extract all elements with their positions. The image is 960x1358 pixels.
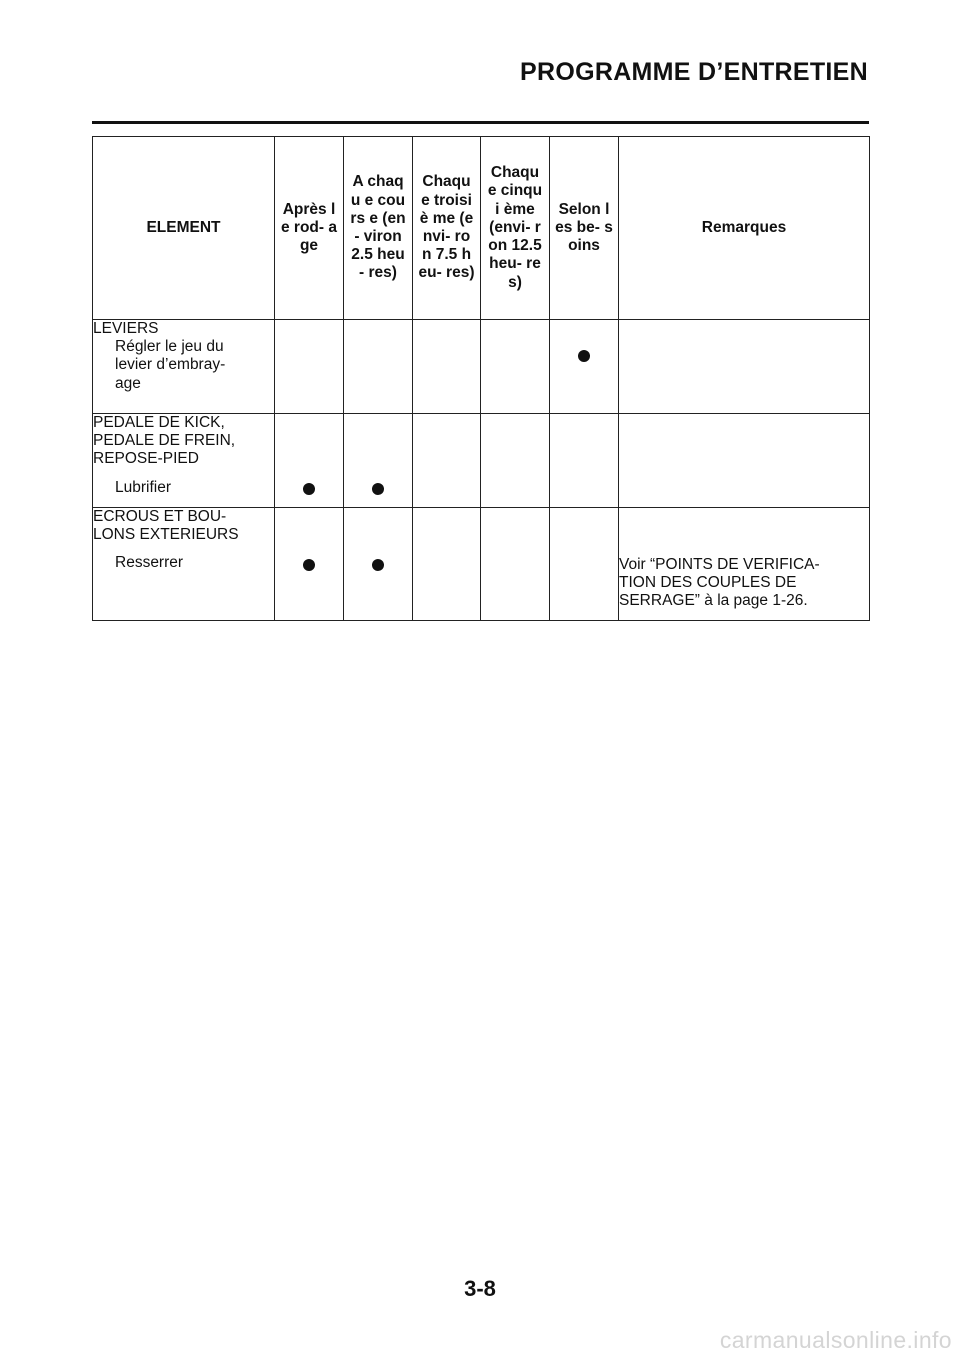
row-remark <box>619 414 870 508</box>
row-element-cell <box>93 508 275 621</box>
mark-cell <box>275 414 344 508</box>
row-task-label: Régler le jeu du levier d’embray- age <box>115 338 226 392</box>
check-dot-icon <box>303 483 315 495</box>
row-task-label: Lubrifier <box>115 478 171 496</box>
mark-cell <box>344 320 413 414</box>
mark-cell <box>481 414 550 508</box>
mark-cell <box>275 508 344 621</box>
mark-cell <box>413 414 481 508</box>
header-chaque-troisieme: Chaqu e troisiè me (envi- ron 7.5 heu- res) <box>413 137 481 320</box>
header-chaque-course: A chaqu e cours e (en- viron 2.5 heu- res) <box>344 137 413 320</box>
row-element-cell <box>93 414 275 508</box>
header-selon-besoins: Selon les be- soins <box>550 137 619 320</box>
mark-cell <box>550 414 619 508</box>
table-row <box>93 320 870 414</box>
mark-cell <box>413 320 481 414</box>
mark-cell <box>275 320 344 414</box>
mark-cell <box>550 320 619 414</box>
mark-cell <box>344 414 413 508</box>
header-chaque-cinquieme: Chaqu e cinqui ème (envi- ron 12.5 heu- res) <box>481 137 550 320</box>
header-remarques: Remarques <box>619 137 870 320</box>
table-row <box>93 414 870 508</box>
mark-cell <box>550 508 619 621</box>
mark-cell <box>344 508 413 621</box>
mark-cell <box>481 508 550 621</box>
check-dot-icon <box>303 559 315 571</box>
row-remark: Voir “POINTS DE VERIFICA- TION DES COUPLES DE SERRAGE” à la page 1-26. <box>619 556 820 610</box>
mark-cell <box>481 320 550 414</box>
row-group-label: ECROUS ET BOU- LONS EXTERIEURS <box>93 508 239 544</box>
row-task-label: Resserrer <box>115 554 184 572</box>
table-header-row <box>93 137 870 320</box>
row-group-label: PEDALE DE KICK, PEDALE DE FREIN, REPOSE-PIED <box>93 414 236 468</box>
row-element-cell <box>93 320 275 414</box>
header-apres-rodage: Après le rod- age <box>275 137 344 320</box>
check-dot-icon <box>578 350 590 362</box>
table-row <box>93 508 870 621</box>
page-title: PROGRAMME D’ENTRETIEN <box>520 58 868 86</box>
check-dot-icon <box>372 559 384 571</box>
mark-cell <box>413 508 481 621</box>
maintenance-table <box>92 136 870 621</box>
page-number: 3-8 <box>464 1276 496 1301</box>
header-element: ELEMENT <box>93 137 275 320</box>
row-group-label: LEVIERS <box>93 320 159 337</box>
row-remark-cell <box>619 508 870 621</box>
check-dot-icon <box>372 483 384 495</box>
row-remark <box>619 320 870 414</box>
watermark: carmanualsonline.info <box>719 1327 952 1353</box>
title-divider <box>92 121 869 124</box>
